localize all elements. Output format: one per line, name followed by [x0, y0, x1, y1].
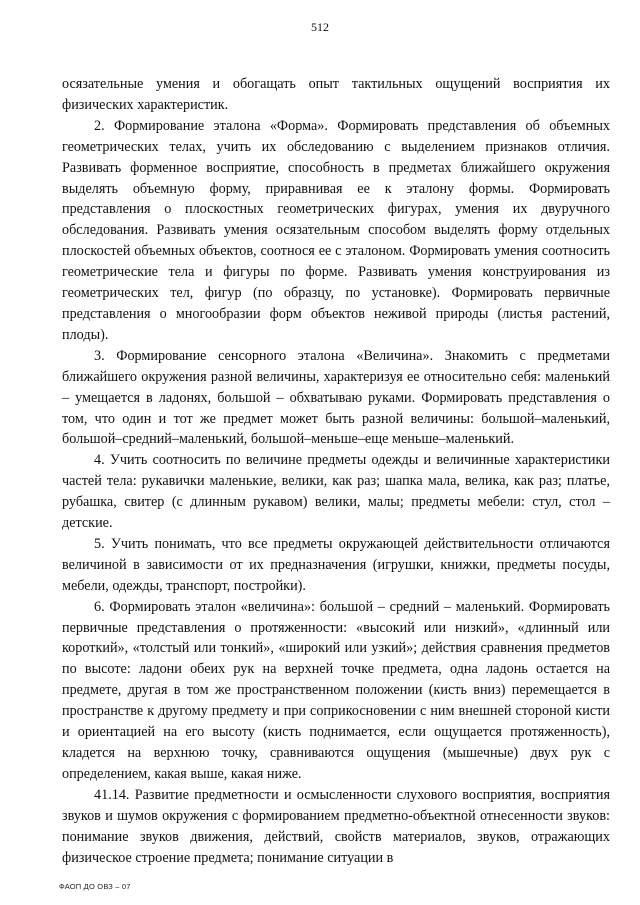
- paragraph-size-standard-length: 6. Формировать эталон «величина»: большой – средний – маленький. Формировать первичные представления о протяженности: «высокий или низкий», «длинный или короткий», «толстый или тонкий», «широкий или узкий»; действия сравнения предметов по высоте: ладони обеих рук на верхней точке предмета, одна ладонь остается на предмете, другая в том же пространственном положении (кисть вниз) перемещается в пространстве к другому предмету и при соприкосновении с ним внешней стороной кисти и ориентацией на его высоту (кисть поднимается, если ощущается протяженность), кладется на верхнюю точку, сравниваются ощущения (мышечные) двух рук с определением, какая выше, какая ниже.: [62, 598, 610, 782]
- document-body: [62, 74, 610, 868]
- paragraph-continuation: осязательные умения и обогащать опыт тактильных ощущений восприятия их физических характеристик.: [62, 76, 610, 113]
- paragraph-form-standard: 2. Формирование эталона «Форма». Формировать представления об объемных геометрических телах, учить их обследованию с выделением признаков отличия. Развивать форменное восприятие, способность в предметах ближайшего окружения выделять объемную форму, приравнивая ее к эталону формы. Формировать представления о плоскостных геометрических фигурах, умения их двуручного обследования. Развивать умения осязательным способом выделять форму отдельных плоскостей объемных объектов, соотнося ее с эталоном. Формировать умения соотносить геометрические тела и фигуры по форме. Развивать умения конструирования из геометрических тел, фигур (по образцу, по установке). Формировать первичные представления о многообразии форм объектов неживой природы (листья растений, плоды).: [62, 117, 610, 343]
- paragraph-clothing-size: 4. Учить соотносить по величине предметы одежды и величинные характеристики частей тела: рукавички маленькие, велики, как раз; шапка мала, велика, как раз; платье, рубашка, свитер (с длинным рукавом) велики, малы; предметы мебели: стул, стол – детские.: [62, 452, 610, 532]
- paragraph-size-standard: 3. Формирование сенсорного эталона «Величина». Знакомить с предметами ближайшего окружения разной величины, характеризуя ее относительно себя: маленький – умещается в ладонях, большой – обхватываю руками. Формировать представления о том, что один и тот же предмет может быть разной величины: большой–маленький, большой–средний–маленький, большой–меньше–еще меньше–маленький.: [62, 347, 610, 448]
- paragraph-auditory-perception: 41.14. Развитие предметности и осмысленности слухового восприятия, восприятия звуков и шумов окружения с формированием предметно-объектной отнесенности звуков: понимание звуков движения, действий, свойств материалов, звуков, отражающих физическое строение предмета; понимание ситуации в: [62, 786, 610, 866]
- paragraph-object-size: 5. Учить понимать, что все предметы окружающей действительности отличаются величиной в зависимости от их предназначения (игрушки, книжки, предметы посуды, мебели, одежды, транспорт, постройки).: [62, 535, 610, 594]
- page-footer: ФАОП ДО ОВЗ – 07: [59, 882, 131, 891]
- page-number: 512: [311, 20, 329, 34]
